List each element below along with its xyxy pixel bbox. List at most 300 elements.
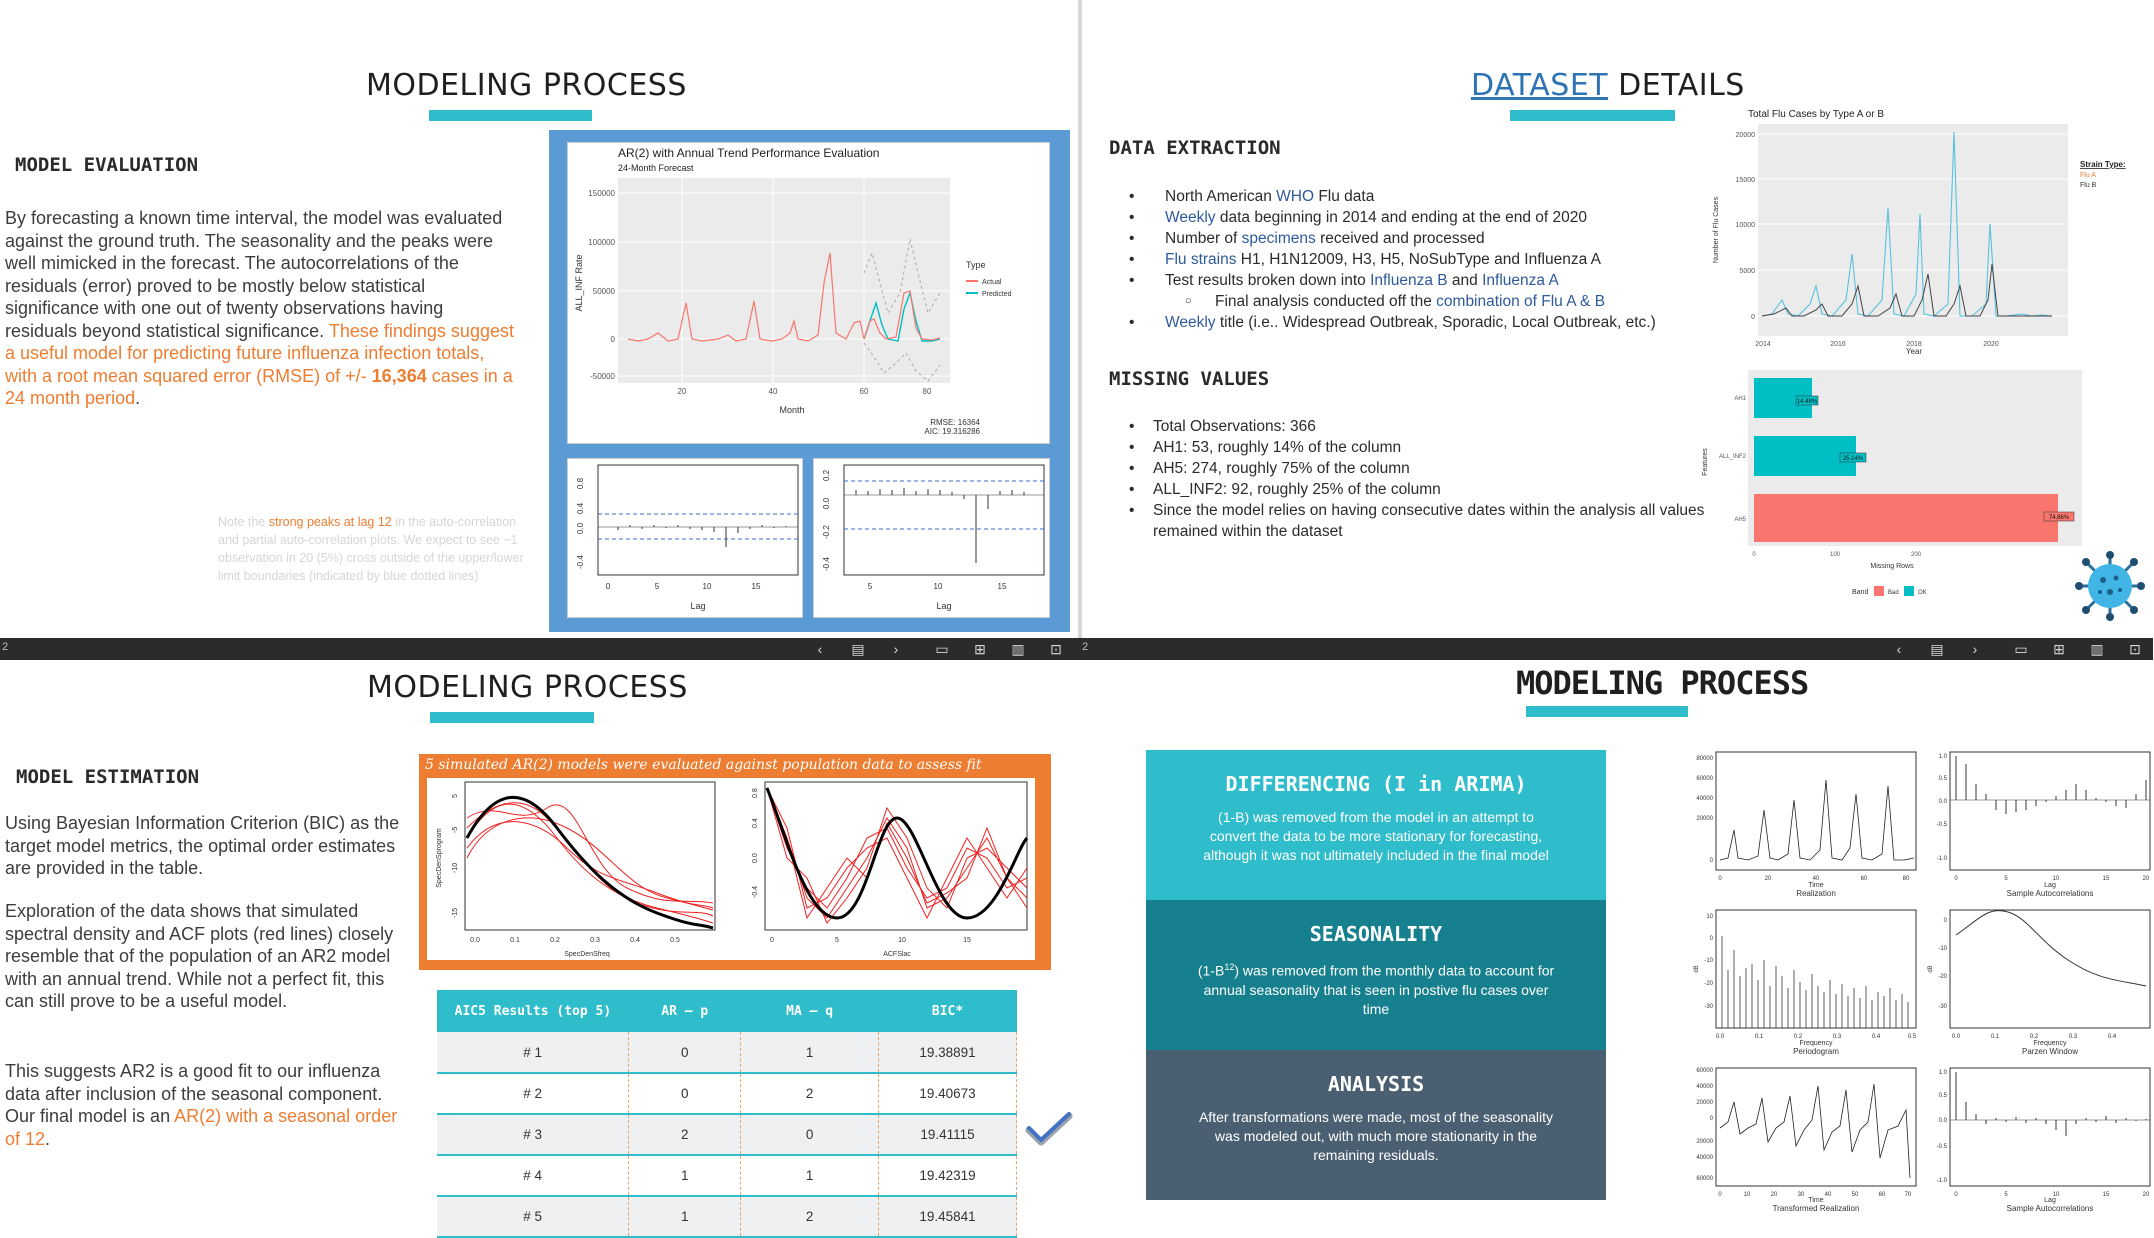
x-label: Month [779, 405, 805, 415]
table-row: # 4 1 1 19.42319 [437, 1155, 1017, 1196]
autocorr2-y-ticks [1937, 1070, 1948, 1184]
svg-text:5: 5 [2004, 1192, 2008, 1198]
svg-text:0: 0 [1752, 552, 1756, 558]
card-body: $(1-B^{12})$ was removed from the monthly data to account for annual seasonality that is seen in postive flu cases over time [1197, 962, 1555, 1017]
svg-text:20000: 20000 [1696, 1139, 1713, 1145]
svg-text:0: 0 [1718, 1192, 1722, 1198]
slideshow-toolbar [0, 638, 2153, 660]
periodogram-title: Periodogram [1793, 1047, 1839, 1056]
svg-text:80000: 80000 [1696, 756, 1713, 762]
realization-title: Realization [1796, 889, 1836, 898]
table-header-row [437, 990, 1017, 1032]
spec-sim-lines [467, 803, 713, 923]
svg-text:80: 80 [922, 387, 932, 396]
acf-xlabel: Lag [690, 601, 706, 611]
svg-text:0.2: 0.2 [2029, 1034, 2039, 1040]
table-row: # 5 1 2 19.45841 [437, 1196, 1017, 1237]
svg-text:20000: 20000 [1696, 816, 1713, 822]
missing-item: • AH5: 274, roughly 75% of the column [1129, 458, 1769, 479]
note-text: Note the [218, 515, 266, 529]
transformed-y-ticks [1696, 1068, 1713, 1182]
autocorr1-xlabel: Lag [2044, 882, 2056, 889]
header-ar: AR – p [629, 990, 741, 1032]
svg-text:-0.2: -0.2 [822, 525, 831, 539]
svg-text:-10: -10 [1704, 958, 1713, 964]
svg-text:15: 15 [963, 937, 971, 944]
spec-y-ticks [452, 794, 459, 918]
bar-ah5-label: 74.86% [2048, 515, 2070, 521]
flu-legend-a: Flu A [2080, 172, 2096, 179]
svg-text:10: 10 [933, 582, 943, 591]
flu-xlabel: Year [1905, 347, 1923, 356]
bullet-item: • Number of specimens received and processed [1129, 228, 1769, 249]
realization-y-ticks [1696, 756, 1713, 864]
y-ticks [588, 189, 615, 381]
chart-subtitle: 24-Month Forecast [618, 163, 694, 173]
svg-text:10: 10 [1743, 1192, 1751, 1198]
simulation-caption: 5 simulated AR(2) models were evaluated against population data to assess fit [425, 757, 982, 773]
svg-text:2020: 2020 [1983, 341, 1999, 348]
svg-text:0.2: 0.2 [822, 469, 831, 481]
table-row: # 3 2 0 19.41115 [437, 1114, 1017, 1155]
bullet-item: • Flu strains H1, H1N12009, H3, H5, NoSubType and Influenza A [1129, 249, 1769, 270]
page-number-left: 2 [2, 641, 9, 653]
svg-text:20: 20 [2142, 876, 2150, 882]
missing-item: • Total Observations: 366 [1129, 416, 1769, 437]
svg-text:AH1: AH1 [1734, 396, 1746, 402]
svg-text:10: 10 [2052, 1192, 2060, 1198]
spec-x-ticks [470, 937, 680, 944]
missing-item: • AH1: 53, roughly 14% of the column [1129, 437, 1769, 458]
svg-text:0: 0 [770, 937, 774, 944]
svg-text:-0.5: -0.5 [1936, 1144, 1947, 1150]
svg-text:-10: -10 [452, 862, 459, 873]
p3-end: . [45, 1128, 51, 1149]
sub-bullet-item: ○ Final analysis conducted off the combination of Flu A & B [1129, 291, 1769, 312]
toolbar-right-controls [1880, 640, 2154, 658]
realization-xlabel: Time [1808, 882, 1824, 889]
x-ticks [678, 387, 932, 396]
header-bic: BIC* [879, 990, 1017, 1032]
svg-text:0.8: 0.8 [752, 788, 759, 798]
extraction-list [1129, 186, 1769, 333]
svg-text:5: 5 [452, 794, 459, 798]
svg-text:5: 5 [2004, 876, 2008, 882]
svg-text:60: 60 [1860, 876, 1868, 882]
svg-text:0: 0 [1709, 1116, 1713, 1122]
svg-text:30: 30 [1797, 1192, 1805, 1198]
svg-text:10000: 10000 [1735, 222, 1755, 229]
svg-text:0: 0 [610, 335, 615, 344]
slide-title: MODELING PROCESS [366, 68, 687, 103]
svg-text:20: 20 [2142, 1192, 2150, 1198]
evaluation-paragraph [5, 207, 515, 410]
svg-text:0.0: 0.0 [576, 522, 585, 534]
svg-text:60: 60 [859, 387, 869, 396]
svg-text:0.2: 0.2 [1793, 1034, 1803, 1040]
bullet-item: • Test results broken down into Influenza B and Influenza A [1129, 270, 1769, 291]
svg-text:-30: -30 [1704, 1004, 1713, 1010]
pacf-svg [814, 459, 1051, 619]
toolbar-left-controls [801, 640, 1075, 658]
estimation-p1: Using Bayesian Information Criterion (BIC) as the target model metrics, the optimal order estimates are provided in the table. [5, 813, 400, 878]
periodogram-bars [1722, 936, 1908, 1028]
svg-text:0.3: 0.3 [1832, 1034, 1842, 1040]
diagnostic-svg [1678, 750, 2153, 1211]
transformed-line [1720, 1084, 1910, 1178]
pacf-residual-plot [813, 458, 1050, 618]
svg-text:0.0: 0.0 [822, 497, 831, 509]
flu-x-ticks [1755, 341, 1999, 348]
extraction-heading: DATA EXTRACTION [1109, 137, 1281, 159]
parzen-title: Parzen Window [2021, 1047, 2079, 1056]
rmse-label: RMSE: 16364 [930, 418, 980, 427]
table-row: # 2 0 2 19.40673 [437, 1073, 1017, 1114]
svg-text:40000: 40000 [1696, 796, 1713, 802]
transformed-title: Transformed Realization [1772, 1204, 1860, 1213]
card-heading: SEASONALITY [1309, 922, 1443, 946]
reading-view-icon[interactable]: ▥ [2090, 641, 2104, 657]
prev-slide-icon[interactable]: ‹ [1896, 641, 1902, 657]
svg-text:-0.4: -0.4 [576, 555, 585, 569]
legend-title: Type [966, 260, 986, 270]
acf-sim-xlabel: ACFSlac [883, 951, 911, 958]
svg-text:0.0: 0.0 [1715, 1034, 1725, 1040]
svg-text:0.5: 0.5 [1907, 1034, 1917, 1040]
svg-text:60000: 60000 [1696, 1176, 1713, 1182]
note-text-2: in the auto-correlation and partial auto-correlation plots. We expect to see ~1 observation in 20 (5%) cross outside of the upper/lower limit boundaries (indicated by blue dotted lines) [218, 515, 524, 583]
svg-text:-0.4: -0.4 [822, 557, 831, 571]
autocorr2-bars [1956, 1072, 2146, 1136]
card-body: (1-B) was removed from the model in an attempt to convert the data to be more stationary for forecasting, although it was not ultimately included in the final model [1203, 809, 1549, 863]
card-seasonality [1146, 900, 1606, 1050]
svg-text:15: 15 [997, 582, 1007, 591]
svg-text:ALL_INF2: ALL_INF2 [1718, 454, 1746, 460]
autocorr1-bars [1956, 756, 2146, 814]
title-rest: DETAILS [1608, 68, 1745, 103]
svg-text:0.1: 0.1 [510, 937, 520, 944]
svg-text:0: 0 [1709, 858, 1713, 864]
slide-title: MODELING PROCESS [1516, 664, 1809, 702]
svg-text:100000: 100000 [588, 238, 615, 247]
svg-text:AH5: AH5 [1734, 517, 1746, 523]
miss-y-ticks [1719, 396, 1747, 523]
page-number-right: 2 [1082, 641, 1089, 653]
svg-text:0.4: 0.4 [752, 818, 759, 828]
svg-text:5: 5 [654, 582, 660, 591]
svg-text:40000: 40000 [1696, 1155, 1713, 1161]
card-body: After transformations were made, most of the seasonality was modeled out, with much more stationarity in the remaining residuals. [1198, 1109, 1554, 1163]
svg-text:0.3: 0.3 [590, 937, 600, 944]
svg-text:-15: -15 [452, 907, 459, 918]
svg-text:0.2: 0.2 [550, 937, 560, 944]
flu-y-ticks [1736, 132, 1756, 321]
bar-allinf2-label: 25.14% [1842, 456, 1864, 462]
flu-legend-b: Flu B [2080, 182, 2097, 189]
slide-model-estimation [0, 660, 1075, 1224]
slideshow-icon[interactable]: ⊡ [1050, 641, 1062, 657]
miss-xlabel: Missing Rows [1870, 563, 1914, 570]
svg-text:-1.0: -1.0 [1936, 1178, 1947, 1184]
autocorr1-title: Sample Autocorrelations [2006, 889, 2094, 898]
svg-text:70: 70 [1904, 1192, 1912, 1198]
svg-text:0.0: 0.0 [1938, 1118, 1947, 1124]
svg-text:-20: -20 [1704, 981, 1713, 987]
acf-residual-plot [567, 458, 803, 618]
svg-text:-10: -10 [1938, 946, 1947, 952]
para-period: . [135, 388, 141, 408]
svg-text:80: 80 [1902, 876, 1910, 882]
svg-text:0: 0 [1943, 918, 1947, 924]
diagnostic-plots [1678, 750, 2153, 1211]
svg-text:0: 0 [605, 582, 611, 591]
svg-text:-1.0: -1.0 [1936, 856, 1947, 862]
svg-text:0.0: 0.0 [1951, 1034, 1961, 1040]
miss-ylabel: Features [1702, 448, 1709, 476]
svg-text:0.4: 0.4 [1871, 1034, 1881, 1040]
svg-text:5000: 5000 [1739, 268, 1755, 275]
parzen-ylabel: dB [1928, 965, 1934, 973]
faint-note [218, 513, 540, 585]
svg-text:20: 20 [1770, 1192, 1778, 1198]
autocorr2-xlabel: Lag [2044, 1197, 2056, 1204]
section-heading: MODEL ESTIMATION [16, 766, 200, 788]
svg-text:15: 15 [2102, 1192, 2110, 1198]
miss-legend-ok: OK [1918, 590, 1927, 596]
svg-text:0.1: 0.1 [1990, 1034, 2000, 1040]
realization-line [1720, 780, 1914, 860]
svg-text:0.0: 0.0 [752, 853, 759, 863]
para-text: By forecasting a known time interval, the model was evaluated against the ground truth. The seasonality and the peaks were well mimicked in the forecast. The autocorrelations of the residuals (error) proved to be mostly below statistical significance with one out of twenty observations having residuals beyond statistical significance. [5, 208, 503, 341]
svg-text:0: 0 [1751, 314, 1755, 321]
parzen-line [1956, 911, 2146, 986]
svg-text:15: 15 [751, 582, 761, 591]
svg-text:20000: 20000 [1696, 1100, 1713, 1106]
svg-text:20000: 20000 [1735, 132, 1755, 139]
svg-text:0.0: 0.0 [470, 937, 480, 944]
checkmark-icon [1025, 1110, 1073, 1150]
svg-text:0: 0 [1709, 936, 1713, 942]
svg-text:2014: 2014 [1755, 341, 1771, 348]
acf-sim-x-ticks [770, 937, 971, 944]
acf-sim-y-ticks [752, 788, 759, 898]
slide-sorter-icon[interactable]: ⊞ [2053, 641, 2065, 657]
virus-icon [2074, 550, 2146, 622]
svg-text:20: 20 [677, 387, 687, 396]
notes-icon[interactable]: ▤ [1930, 641, 1944, 657]
spec-population-line [467, 797, 713, 928]
transformed-xlabel: Time [1808, 1197, 1824, 1204]
svg-text:10: 10 [1706, 914, 1713, 920]
flu-chart-title: Total Flu Cases by Type A or B [1748, 109, 1884, 120]
dataset-link[interactable]: DATASET [1471, 68, 1609, 103]
legend-predicted: Predicted [982, 291, 1012, 298]
svg-text:-50000: -50000 [590, 372, 615, 381]
svg-text:0.4: 0.4 [576, 502, 585, 514]
header-ma: MA – q [741, 990, 879, 1032]
slide-sorter-icon[interactable]: ⊞ [974, 641, 986, 657]
svg-text:60: 60 [1878, 1192, 1886, 1198]
acf-sim-lines [767, 788, 1027, 923]
acf-population-line [767, 788, 1027, 918]
flu-ylabel: Number of Flu Cases [1713, 196, 1720, 264]
svg-text:0.8: 0.8 [576, 477, 585, 489]
title-underline [430, 712, 594, 723]
bullet-item: • North American WHO Flu data [1129, 186, 1769, 207]
svg-text:40000: 40000 [1696, 1084, 1713, 1090]
title-underline [1510, 110, 1675, 121]
flu-type-svg [1692, 104, 2152, 354]
card-differencing [1146, 750, 1606, 900]
svg-text:10: 10 [2052, 876, 2060, 882]
svg-text:0.0: 0.0 [1938, 799, 1947, 805]
svg-text:60000: 60000 [1696, 776, 1713, 782]
svg-text:0.5: 0.5 [1938, 1093, 1947, 1099]
svg-text:150000: 150000 [588, 189, 615, 198]
periodogram-ylabel: dB [1694, 965, 1700, 973]
miss-x-ticks [1752, 552, 1921, 558]
svg-text:40: 40 [768, 387, 778, 396]
miss-legend-bad: Bad [1888, 590, 1899, 596]
svg-text:60000: 60000 [1696, 1068, 1713, 1074]
section-heading: MODEL EVALUATION [15, 154, 199, 176]
forecast-chart-svg [568, 143, 1051, 445]
svg-text:0: 0 [1718, 876, 1722, 882]
svg-text:1.0: 1.0 [1938, 754, 1947, 760]
missing-item: • ALL_INF2: 92, roughly 25% of the column [1129, 479, 1769, 500]
slide-model-evaluation [0, 0, 1078, 638]
para-highlight-end: cases in a 24 month period [5, 365, 513, 408]
acf-ticks [576, 477, 761, 591]
svg-text:15: 15 [2102, 876, 2110, 882]
svg-text:40: 40 [1824, 1192, 1832, 1198]
reading-view-icon[interactable]: ▥ [1011, 641, 1025, 657]
missing-heading: MISSING VALUES [1109, 368, 1270, 390]
header-aic: AIC5 Results (top 5) [437, 990, 629, 1032]
svg-text:10: 10 [898, 937, 906, 944]
normal-view-icon[interactable]: ▭ [935, 641, 949, 657]
svg-text:0.5: 0.5 [1938, 776, 1947, 782]
svg-text:100: 100 [1829, 552, 1841, 558]
spec-ylabel: SpecDenSprogram [436, 828, 443, 888]
svg-text:0.3: 0.3 [2068, 1034, 2078, 1040]
bar-ah1-label: 14.48% [1796, 399, 1818, 405]
pacf-bars [856, 488, 1024, 563]
svg-text:-0.5: -0.5 [1936, 822, 1947, 828]
svg-text:0: 0 [1954, 876, 1958, 882]
svg-text:40: 40 [1812, 876, 1820, 882]
rmse-value: 16,364 [371, 365, 427, 386]
svg-text:-20: -20 [1938, 974, 1947, 980]
slideshow-icon[interactable]: ⊡ [2129, 641, 2141, 657]
flu-type-chart [1692, 104, 2152, 354]
svg-text:50: 50 [1851, 1192, 1859, 1198]
title-underline [1526, 706, 1688, 717]
svg-text:2016: 2016 [1830, 341, 1846, 348]
aic-label: AIC: 19.316286 [924, 427, 980, 436]
svg-text:2018: 2018 [1906, 341, 1922, 348]
svg-text:0.1: 0.1 [1754, 1034, 1764, 1040]
simulation-plots [427, 778, 1035, 960]
slide-dataset-details [1082, 0, 2153, 638]
svg-text:0.4: 0.4 [630, 937, 640, 944]
autocorr1-y-ticks [1937, 754, 1948, 862]
svg-text:0.5: 0.5 [670, 937, 680, 944]
spec-xlabel: SpecDenSfreq [564, 951, 610, 958]
acf-bars [618, 525, 786, 547]
slide-title [1471, 68, 1745, 103]
y-label: ALL_INF Rate [574, 254, 584, 312]
bar-ah5 [1754, 494, 2058, 542]
evaluation-chart-frame [549, 130, 1070, 632]
p3-highlight: AR(2) with a seasonal order of 12 [5, 1106, 398, 1149]
periodogram-y-ticks [1704, 914, 1713, 1010]
slide-modeling-process-transformations [1078, 660, 2153, 1211]
parzen-xlabel: Frequency [2033, 1040, 2067, 1047]
pacf-ticks [822, 469, 1007, 591]
chart-title: AR(2) with Annual Trend Performance Evaluation [618, 146, 880, 160]
svg-text:200: 200 [1910, 552, 1922, 558]
note-highlight: strong peaks at lag 12 [268, 515, 392, 529]
next-slide-icon[interactable]: › [893, 641, 899, 657]
card-analysis [1146, 1050, 1606, 1200]
svg-text:5: 5 [867, 582, 873, 591]
acf-svg [568, 459, 804, 619]
para-highlight: These findings suggest a useful model for predicting future influenza infection totals, with a root mean squared error (RMSE) of +/- [5, 320, 514, 386]
svg-text:0.4: 0.4 [2107, 1034, 2117, 1040]
svg-text:0: 0 [1954, 1192, 1958, 1198]
slide-title: MODELING PROCESS [367, 670, 688, 705]
svg-text:-30: -30 [1938, 1004, 1947, 1010]
card-heading: ANALYSIS [1327, 1072, 1425, 1096]
p3-text: This suggests AR2 is a good fit to our influenza data after inclusion of the seasonal component. Our final model is an [5, 1061, 383, 1126]
notes-icon[interactable]: ▤ [851, 641, 865, 657]
prev-slide-icon[interactable]: ‹ [817, 641, 823, 657]
svg-text:10: 10 [702, 582, 712, 591]
svg-text:-0.4: -0.4 [752, 885, 759, 898]
flu-legend-title: Strain Type: [2080, 160, 2126, 169]
table-row: # 1 0 1 19.38891 [437, 1032, 1017, 1073]
svg-text:15000: 15000 [1735, 177, 1755, 184]
svg-text:20: 20 [1764, 876, 1772, 882]
bullet-item: • Weekly data beginning in 2014 and ending at the end of 2020 [1129, 207, 1769, 228]
estimation-p2: Exploration of the data shows that simulated spectral density and ACF plots (red lines) closely resemble that of the population of an AR2 model with an annual trend. While not a perfect fit, this can still prove to be a useful model. [5, 901, 394, 1011]
parzen-y-ticks [1938, 918, 1947, 1010]
svg-text:-5: -5 [452, 826, 459, 833]
miss-legend-title: Band [1852, 589, 1869, 596]
svg-text:50000: 50000 [592, 287, 615, 296]
missing-list [1129, 416, 1769, 542]
pacf-xlabel: Lag [936, 601, 952, 611]
forecast-chart [567, 142, 1050, 444]
simulation-svg [427, 778, 1035, 960]
estimation-p3 [5, 1060, 410, 1150]
card-heading: DIFFERENCING (I in ARIMA) [1225, 772, 1527, 796]
legend-actual: Actual [982, 279, 1002, 286]
missing-item: • Since the model relies on having consecutive dates within the analysis all values remained within the dataset [1129, 500, 1769, 542]
bullet-item: • Weekly title (i.e.. Widespread Outbreak, Sporadic, Local Outbreak, etc.) [1129, 312, 1769, 333]
next-slide-icon[interactable]: › [1972, 641, 1978, 657]
svg-text:1.0: 1.0 [1938, 1070, 1947, 1076]
autocorr2-title: Sample Autocorrelations [2006, 1204, 2094, 1213]
periodogram-xlabel: Frequency [1799, 1040, 1833, 1047]
plot-bg [618, 178, 950, 383]
title-underline [429, 110, 592, 121]
normal-view-icon[interactable]: ▭ [2014, 641, 2028, 657]
aic-results-table [437, 990, 1017, 1238]
simulation-panel [419, 754, 1051, 970]
svg-text:5: 5 [835, 937, 839, 944]
